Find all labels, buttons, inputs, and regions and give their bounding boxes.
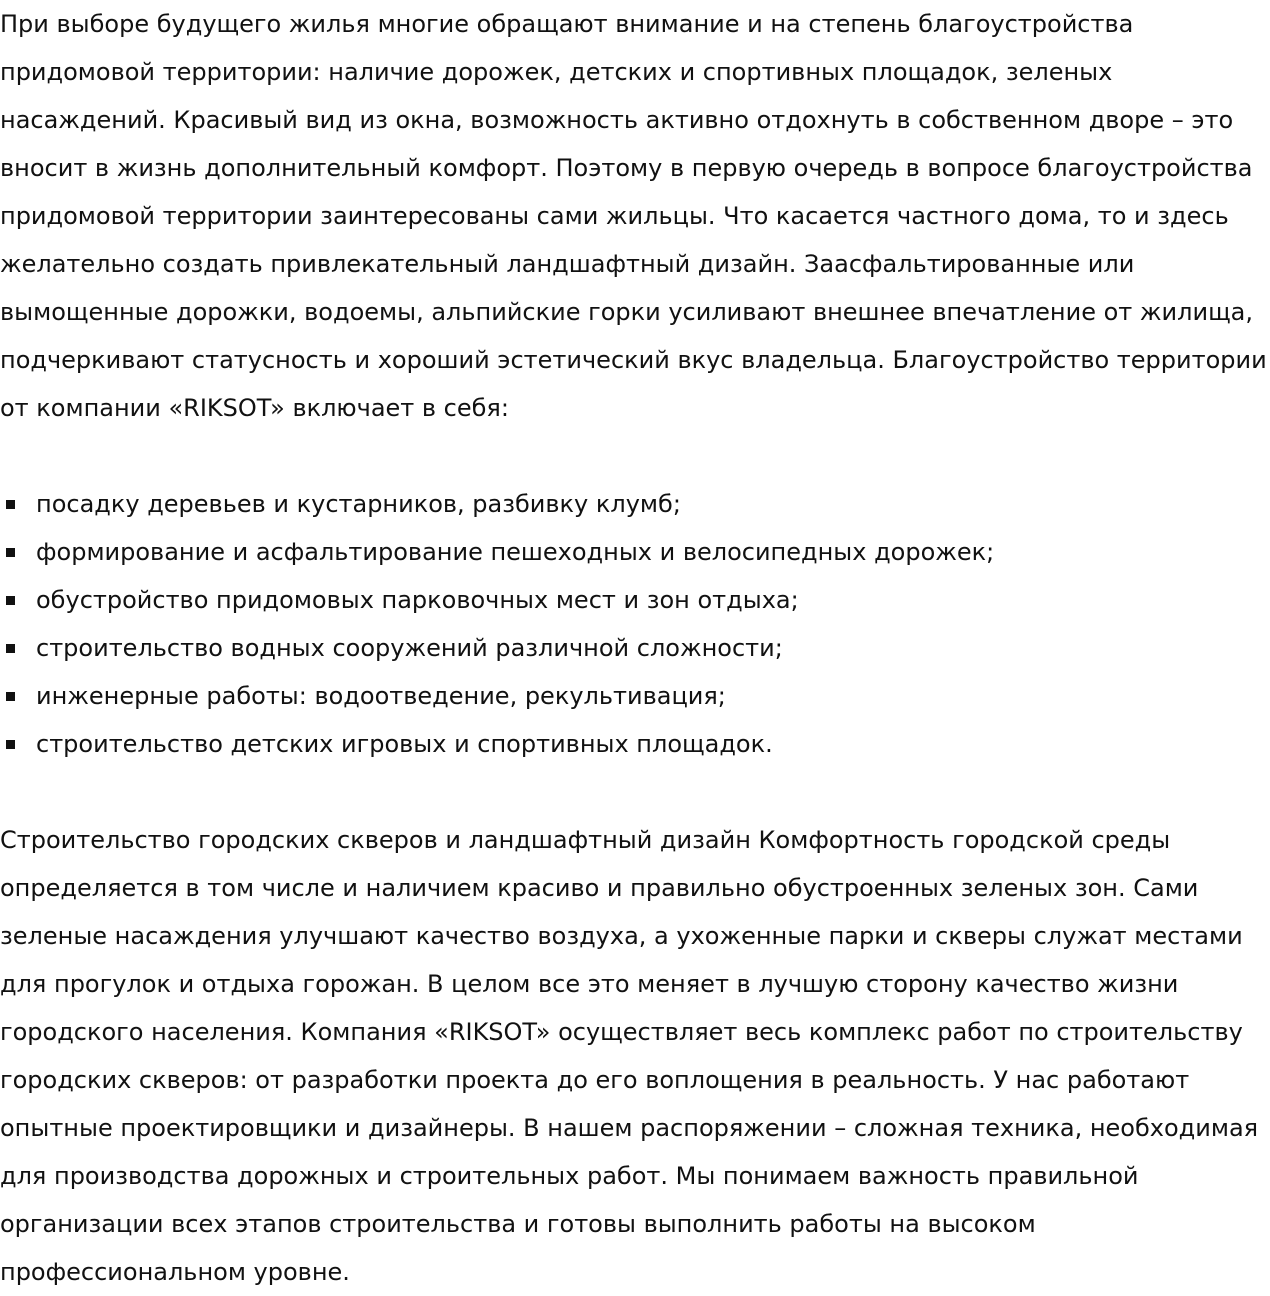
list-item <box>0 672 1270 720</box>
list-item <box>0 624 1270 672</box>
list-item-text: строительство детских игровых и спортивных площадок. <box>36 730 773 758</box>
list-item <box>0 528 1270 576</box>
list-item <box>0 720 1270 768</box>
services-list <box>0 480 1270 768</box>
list-item-text: формирование и асфальтирование пешеходных и велосипедных дорожек; <box>36 538 995 566</box>
square-bullet-icon <box>6 740 15 749</box>
list-item-text: обустройство придомовых парковочных мест и зон отдыха; <box>36 586 799 614</box>
list-item <box>0 480 1270 528</box>
list-item <box>0 576 1270 624</box>
list-item-text: инженерные работы: водоотведение, рекультивация; <box>36 682 726 710</box>
square-bullet-icon <box>6 692 15 701</box>
square-bullet-icon <box>6 500 15 509</box>
intro-paragraph: При выборе будущего жилья многие обращают внимание и на степень благоустройства придомовой территории: наличие дорожек, детских и спортивных площадок, зеленых насаждений. Красивый вид из окна, возможность активно отдохнуть в собственном дворе – это вносит в жизнь дополнительный комфорт. Поэтому в первую очередь в вопросе благоустройства придомовой территории заинтересованы сами жильцы. Что касается частного дома, то и здесь желательно создать привлекательный ландшафтный дизайн. Заасфальтированные или вымощенные дорожки, водоемы, альпийские горки усиливают внешнее впечатление от жилища, подчеркивают статусность и хороший эстетический вкус владельца. Благоустройство территории от компании «RIKSOT» включает в себя: <box>0 10 1267 422</box>
square-bullet-icon <box>6 644 15 653</box>
list-item-text: посадку деревьев и кустарников, разбивку клумб; <box>36 490 681 518</box>
outro-paragraph: Строительство городских скверов и ландшафтный дизайн Комфортность городской среды определяется в том числе и наличием красиво и правильно обустроенных зеленых зон. Сами зеленые насаждения улучшают качество воздуха, а ухоженные парки и скверы служат местами для прогулок и отдыха горожан. В целом все это меняет в лучшую сторону качество жизни городского населения. Компания «RIKSOT» осуществляет весь комплекс работ по строительству городских скверов: от разработки проекта до его воплощения в реальность. У нас работают опытные проектировщики и дизайнеры. В нашем распоряжении – сложная техника, необходимая для производства дорожных и строительных работ. Мы понимаем важность правильной организации всех этапов строительства и готовы выполнить работы на высоком профессиональном уровне. <box>0 826 1259 1286</box>
square-bullet-icon <box>6 548 15 557</box>
square-bullet-icon <box>6 596 15 605</box>
list-item-text: строительство водных сооружений различной сложности; <box>36 634 783 662</box>
